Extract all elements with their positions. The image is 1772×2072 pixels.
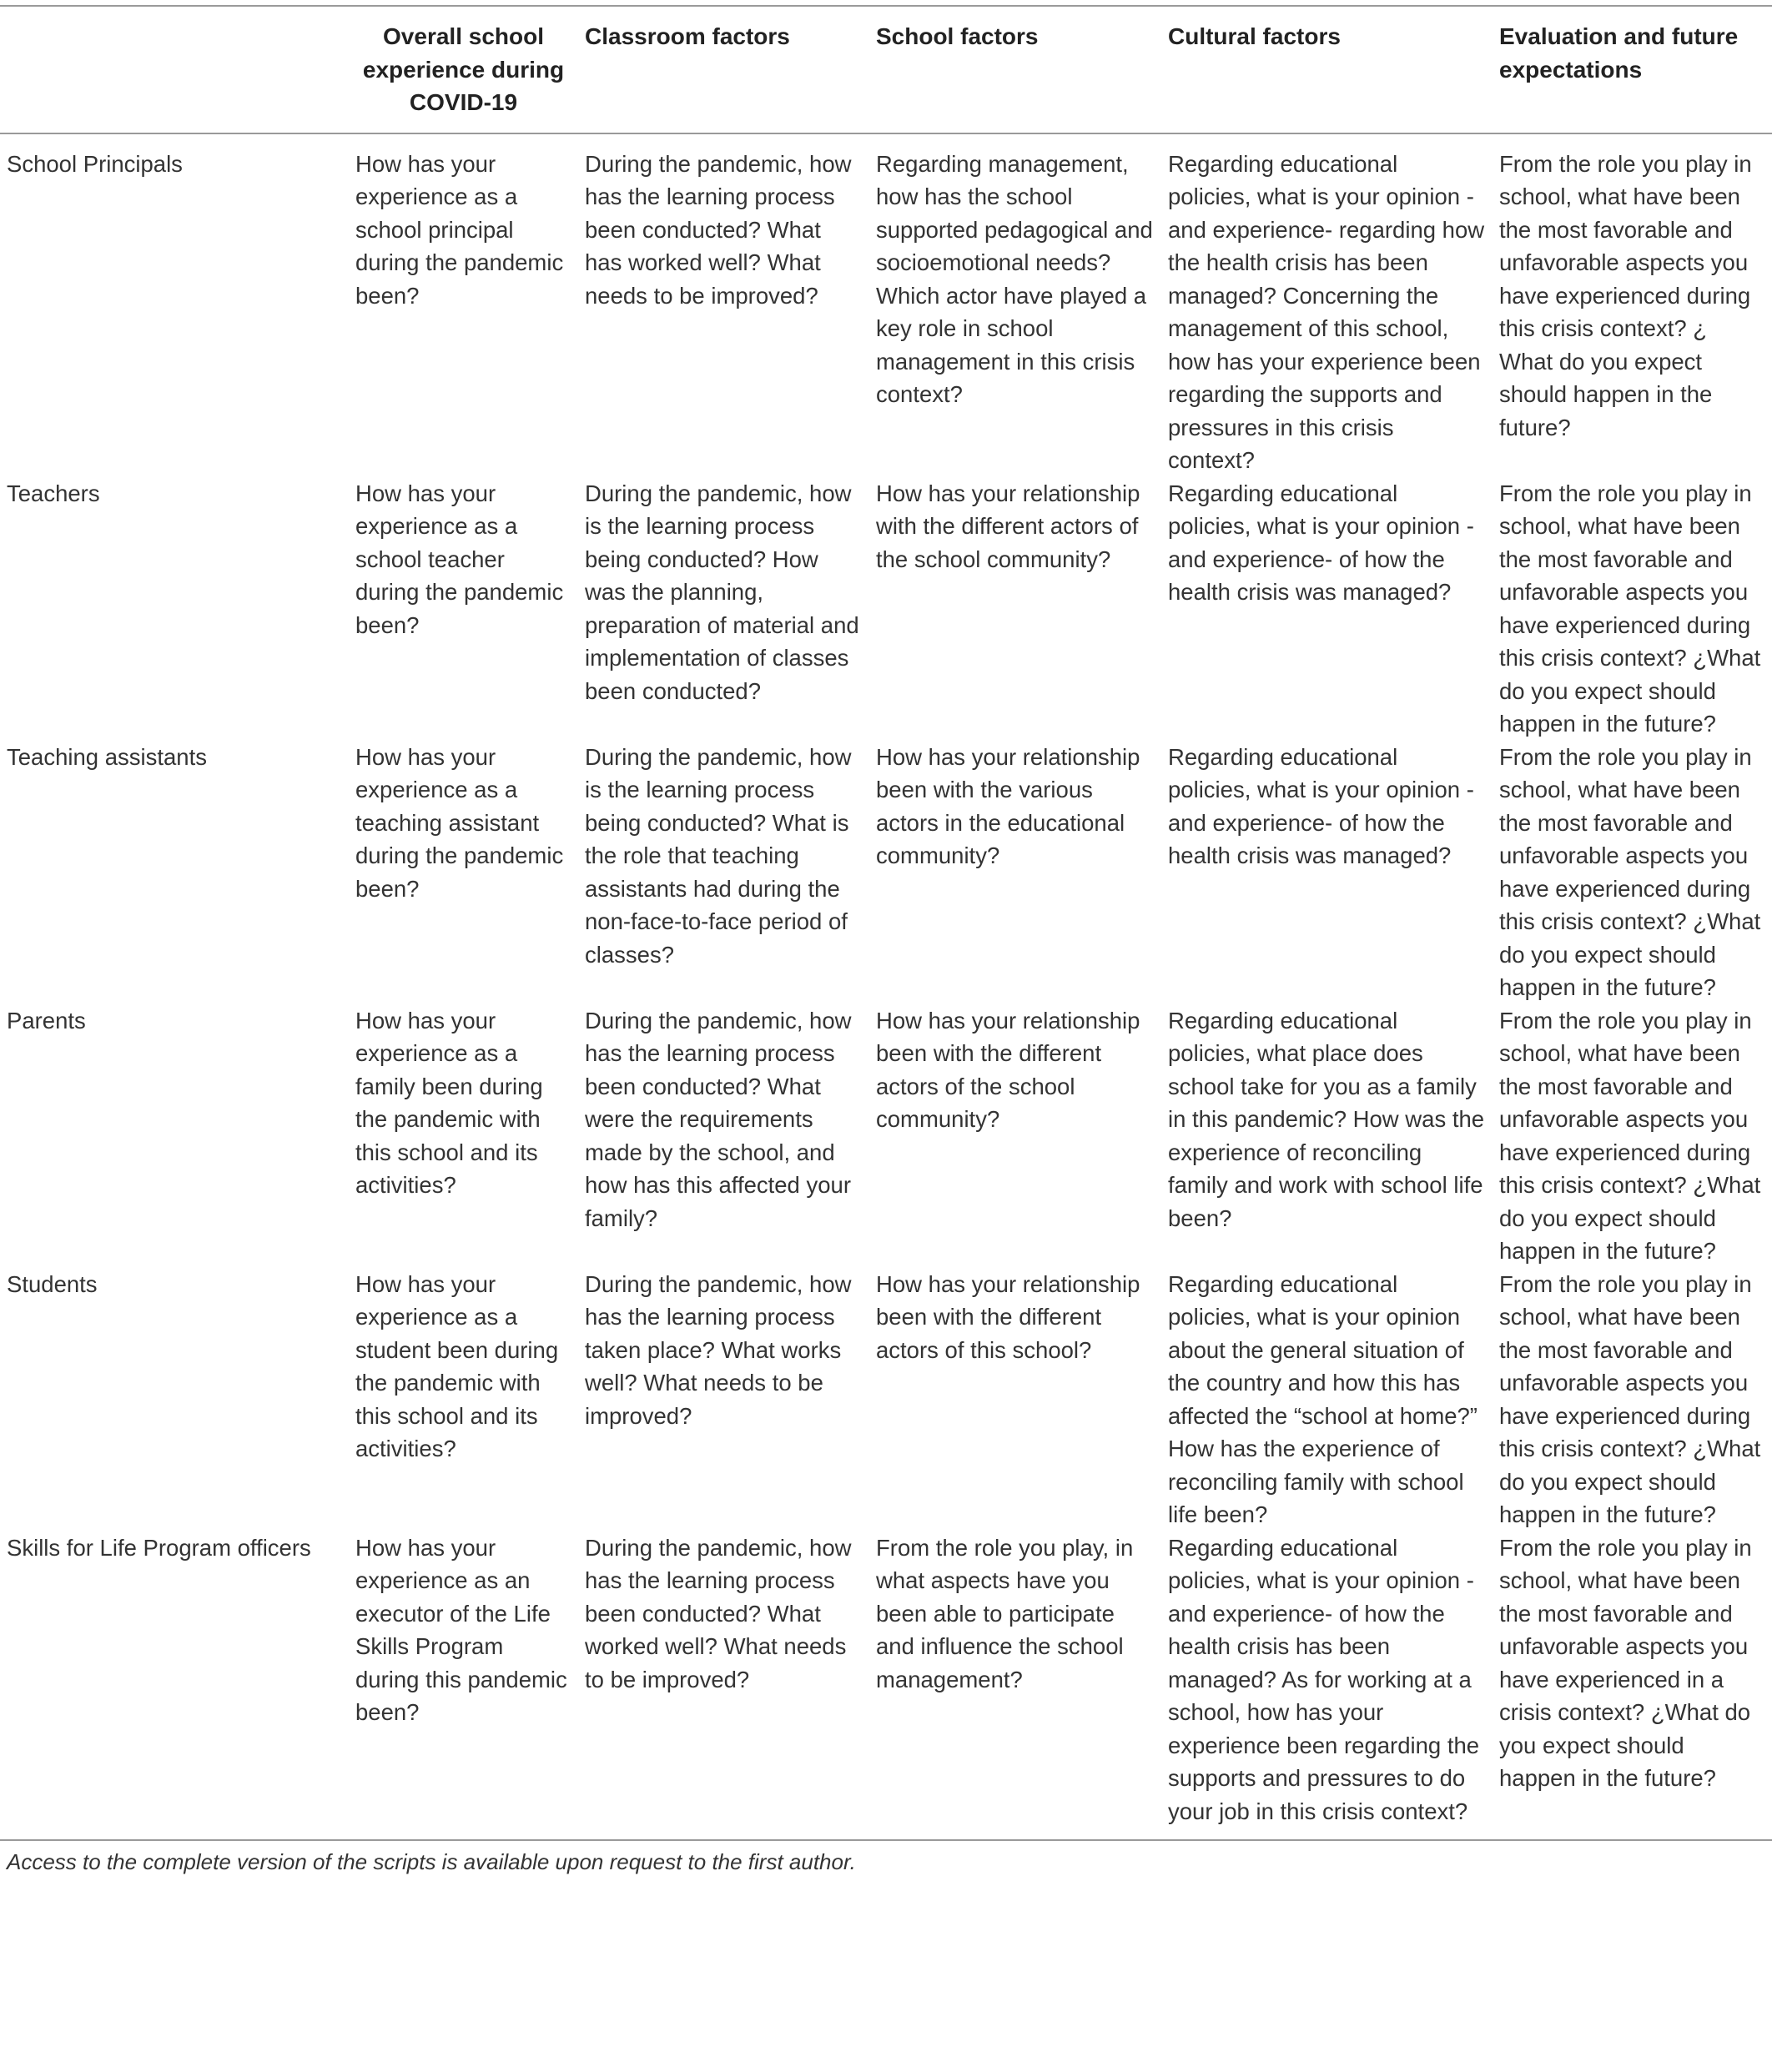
cell-actor: Students xyxy=(7,1270,98,1297)
cell-overall: How has your experience as a student been during the pandemic with this school and its activities? xyxy=(355,1270,559,1461)
cell-classroom: During the pandemic, how has the learning process been conducted? What worked well? What needs to be improved? xyxy=(585,1534,852,1692)
header-actor xyxy=(0,6,349,133)
cell-school: How has your relationship been with the various actors in the educational community? xyxy=(876,743,1140,868)
cell-evaluation: From the role you play in school, what have been the most favorable and unfavorable aspects you have experienced during this crisis context? ¿What do you expect should happen in the future? xyxy=(1499,1270,1761,1527)
cell-cultural: Regarding educational policies, what is your opinion -and experience- of how the health crisis was managed? xyxy=(1168,480,1474,605)
cell-overall: How has your experience as a teaching assistant during the pandemic been? xyxy=(355,743,564,902)
cell-school: Regarding management, how has the school supported pedagogical and socioemotional needs? Which actor have played a key role in school management in this crisis context? xyxy=(876,150,1153,407)
table-row xyxy=(0,133,1772,477)
cell-actor: Parents xyxy=(7,1007,86,1033)
header-school-factors: School factors xyxy=(876,23,1039,49)
cell-classroom: During the pandemic, how has the learning process been conducted? What has worked well? What needs to be improved? xyxy=(585,150,852,309)
table-footnote: Access to the complete version of the scripts is available upon request to the first author. xyxy=(7,1849,856,1874)
cell-school: How has your relationship been with the different actors of this school? xyxy=(876,1270,1140,1363)
header-evaluation-expectations: Evaluation and future expectations xyxy=(1499,23,1739,83)
cell-school: How has your relationship been with the different actors of the school community? xyxy=(876,1007,1140,1132)
table-body xyxy=(0,133,1772,1841)
cell-evaluation: From the role you play in school, what have been the most favorable and unfavorable aspects you have experienced in a crisis context? ¿What do you expect should happen in the future? xyxy=(1499,1534,1752,1791)
cell-classroom: During the pandemic, how has the learning process been conducted? What were the requirements made by the school, and how has this affected your family? xyxy=(585,1007,852,1231)
cell-cultural: Regarding educational policies, what is your opinion about the general situation of the country and how this has affected the “school at home?” How has the experience of reconciling family with school life been? xyxy=(1168,1270,1478,1527)
cell-school: From the role you play, in what aspects have you been able to participate and influence the school management? xyxy=(876,1534,1134,1692)
cell-evaluation: From the role you play in school, what have been the most favorable and unfavorable aspects you have experienced during this crisis context? ¿ What do you expect should happen in the future? xyxy=(1499,150,1752,440)
header-overall-experience: Overall school experience during COVID-19 xyxy=(362,23,565,115)
cell-evaluation: From the role you play in school, what have been the most favorable and unfavorable aspects you have experienced during this crisis context? ¿What do you expect should happen in the future? xyxy=(1499,1007,1761,1264)
cell-actor: School Principals xyxy=(7,150,183,177)
cell-actor: Teaching assistants xyxy=(7,743,207,770)
cell-classroom: During the pandemic, how has the learning process taken place? What works well? What needs to be improved? xyxy=(585,1270,852,1429)
cell-actor: Teachers xyxy=(7,480,100,506)
cell-classroom: During the pandemic, how is the learning process being conducted? How was the planning, preparation of material and implementation of classes been conducted? xyxy=(585,480,859,704)
table-header xyxy=(0,6,1772,133)
cell-cultural: Regarding educational policies, what is your opinion -and experience- of how the health crisis has been managed? As for working at a school, how has your experience been regarding the supports and pressures to do your job in this crisis context? xyxy=(1168,1534,1480,1824)
cell-cultural: Regarding educational policies, what place does school take for you as a family in this pandemic? How was the experience of reconciling family and work with school life been? xyxy=(1168,1007,1485,1231)
cell-cultural: Regarding educational policies, what is your opinion -and experience- of how the health crisis was managed? xyxy=(1168,743,1474,868)
cell-evaluation: From the role you play in school, what have been the most favorable and unfavorable aspects you have experienced during this crisis context? ¿What do you expect should happen in the future? xyxy=(1499,743,1761,1000)
table-row xyxy=(0,1531,1772,1841)
table-row xyxy=(0,1268,1772,1531)
cell-evaluation: From the role you play in school, what have been the most favorable and unfavorable aspects you have experienced during this crisis context? ¿What do you expect should happen in the future? xyxy=(1499,480,1761,737)
header-cultural-factors: Cultural factors xyxy=(1168,23,1341,49)
interview-guide-table xyxy=(0,5,1772,1841)
cell-cultural: Regarding educational policies, what is your opinion -and experience- regarding how the health crisis has been managed? Concerning the management of this school, how has your experience been regarding the supports and pressures in this crisis context? xyxy=(1168,150,1485,473)
cell-overall: How has your experience as a family been during the pandemic with this school and its activities? xyxy=(355,1007,543,1198)
header-row xyxy=(0,6,1772,133)
cell-actor: Skills for Life Program officers xyxy=(7,1534,311,1561)
cell-overall: How has your experience as a school principal during the pandemic been? xyxy=(355,150,564,309)
cell-overall: How has your experience as a school teacher during the pandemic been? xyxy=(355,480,564,638)
interview-guide-table-container xyxy=(0,5,1772,1875)
cell-overall: How has your experience as an executor of the Life Skills Program during this pandemic been? xyxy=(355,1534,567,1725)
cell-school: How has your relationship with the different actors of the school community? xyxy=(876,480,1140,572)
header-classroom-factors: Classroom factors xyxy=(585,23,790,49)
table-row xyxy=(0,741,1772,1004)
cell-classroom: During the pandemic, how is the learning process being conducted? What is the role that teaching assistants had during the non-face-to-face period of classes? xyxy=(585,743,852,968)
table-row xyxy=(0,1004,1772,1268)
table-row xyxy=(0,477,1772,741)
